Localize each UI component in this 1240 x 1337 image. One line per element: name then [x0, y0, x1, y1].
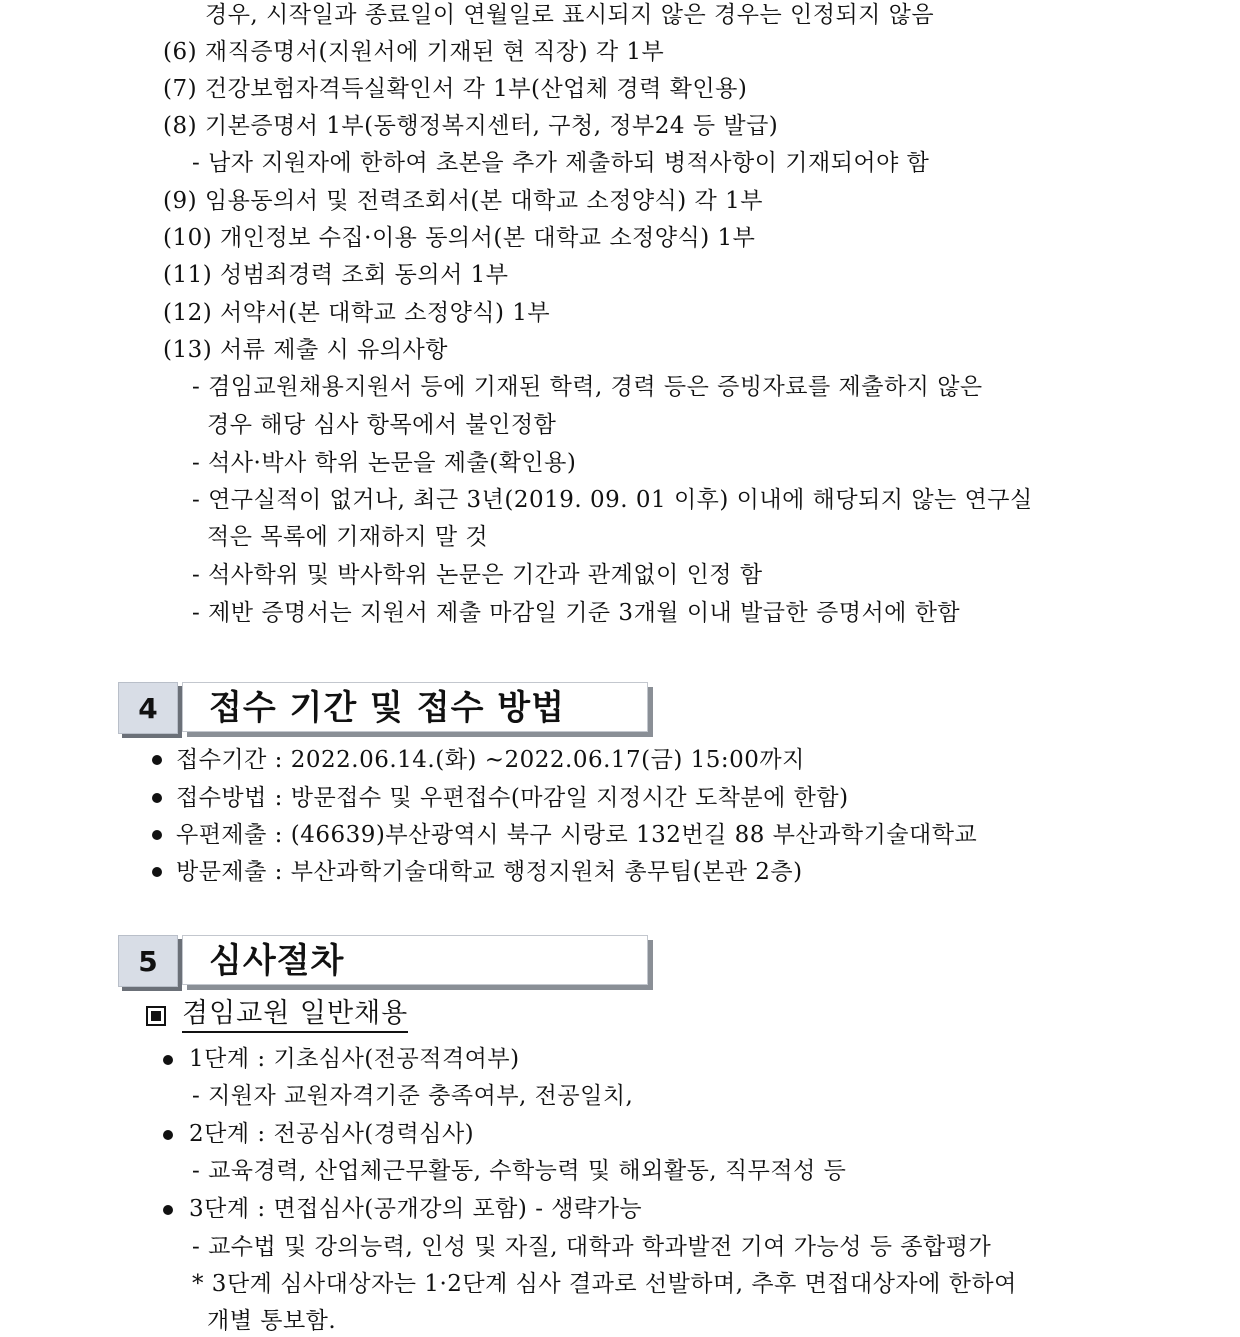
doc-item-11: (11) 성범죄경력 조회 동의서 1부 [163, 262, 509, 288]
doc-note: - 석사·박사 학위 논문을 제출(확인용) [192, 450, 577, 476]
doc-item-12: (12) 서약서(본 대학교 소정양식) 1부 [163, 300, 551, 326]
doc-note: - 남자 지원자에 한하여 초본을 추가 제출하되 병적사항이 기재되어야 함 [192, 150, 930, 176]
note: 개별 통보함. [207, 1308, 337, 1334]
bullet-icon [163, 1055, 173, 1065]
doc-item-9: (9) 임용동의서 및 전력조회서(본 대학교 소정양식) 각 1부 [163, 188, 763, 214]
doc-note: - 석사학위 및 박사학위 논문은 기간과 관계없이 인정 함 [192, 562, 763, 588]
reception-period: 접수기간 : 2022.06.14.(화) ~2022.06.17(금) 15:00까지 [176, 747, 805, 773]
doc-item-6: (6) 재직증명서(지원서에 기재된 현 직장) 각 1부 [163, 39, 665, 65]
bullet-icon [152, 793, 162, 803]
bullet-icon [152, 755, 162, 765]
postal-address: 우편제출 : (46639)부산광역시 북구 시랑로 132번길 88 부산과학기술대학교 [176, 822, 978, 848]
subheading: 겸임교원 일반채용 [182, 998, 408, 1033]
section-number: 5 [118, 935, 178, 987]
doc-note: 적은 목록에 기재하지 말 것 [207, 524, 489, 550]
bullet-icon [152, 867, 162, 877]
doc-item-8: (8) 기본증명서 1부(동행정복지센터, 구청, 정부24 등 발급) [163, 113, 779, 139]
stage-1-detail: - 지원자 교원자격기준 충족여부, 전공일치, [192, 1083, 634, 1109]
stage-3-detail: - 교수법 및 강의능력, 인성 및 자질, 대학과 학과발전 기여 가능성 등 종합평가 [192, 1234, 992, 1260]
bullet-icon [163, 1130, 173, 1140]
doc-note: - 연구실적이 없거나, 최근 3년(2019. 09. 01 이후) 이내에 해당되지 않는 연구실 [192, 487, 1033, 513]
stage-2-detail: - 교육경력, 산업체근무활동, 수학능력 및 해외활동, 직무적성 등 [192, 1158, 847, 1184]
section-title: 접수 기간 및 접수 방법 [182, 682, 648, 732]
doc-note: - 제반 증명서는 지원서 제출 마감일 기준 3개월 이내 발급한 증명서에 한함 [192, 600, 961, 626]
bullet-icon [163, 1205, 173, 1215]
doc-item-10: (10) 개인정보 수집·이용 동의서(본 대학교 소정양식) 1부 [163, 225, 756, 251]
section-number: 4 [118, 682, 178, 734]
stage-1: 1단계 : 기초심사(전공적격여부) [189, 1046, 520, 1072]
section-title: 심사절차 [182, 935, 648, 985]
note: * 3단계 심사대상자는 1·2단계 심사 결과로 선발하며, 추후 면접대상자에 한하여 [192, 1271, 1017, 1297]
doc-note: 경우 해당 심사 항목에서 불인정함 [207, 412, 557, 438]
reception-method: 접수방법 : 방문접수 및 우편접수(마감일 지정시간 도착분에 한함) [176, 785, 849, 811]
doc-line: 경우, 시작일과 종료일이 연월일로 표시되지 않은 경우는 인정되지 않음 [205, 2, 935, 28]
doc-item-7: (7) 건강보험자격득실확인서 각 1부(산업체 경력 확인용) [163, 76, 748, 102]
bullet-icon [152, 830, 162, 840]
checkbox-square-icon [146, 1006, 166, 1026]
doc-note: - 겸임교원채용지원서 등에 기재된 학력, 경력 등은 증빙자료를 제출하지 않은 [192, 374, 983, 400]
stage-3: 3단계 : 면접심사(공개강의 포함) - 생략가능 [189, 1196, 643, 1222]
visit-address: 방문제출 : 부산과학기술대학교 행정지원처 총무팀(본관 2층) [176, 859, 803, 885]
stage-2: 2단계 : 전공심사(경력심사) [189, 1121, 475, 1147]
doc-item-13: (13) 서류 제출 시 유의사항 [163, 337, 448, 363]
